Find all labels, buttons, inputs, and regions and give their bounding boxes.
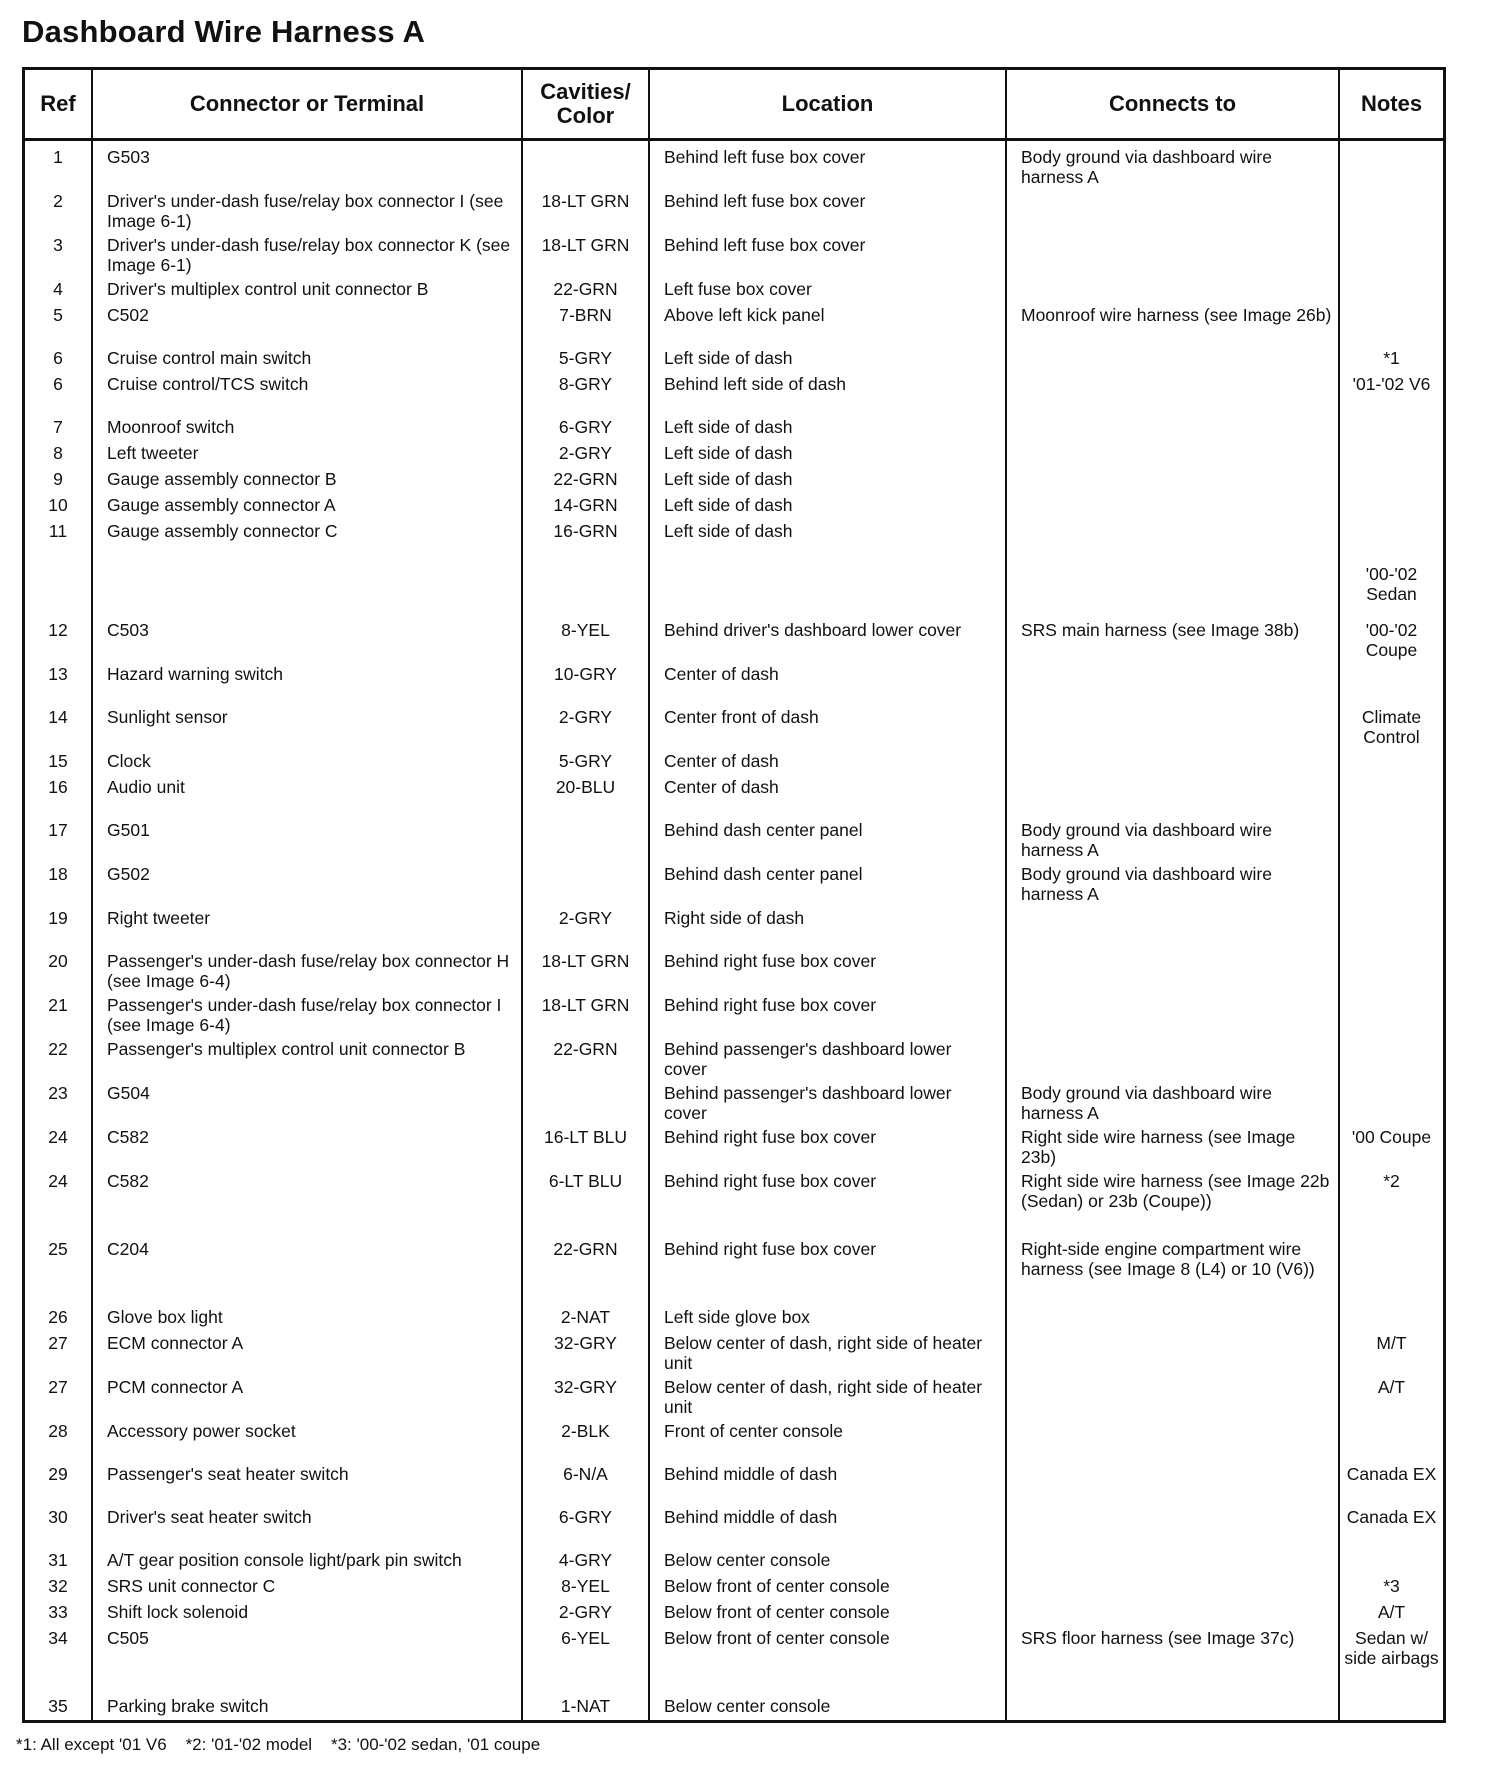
cell-notes: '00-'02 Sedan [1339, 562, 1443, 618]
footnote: *1: All except '01 V6 *2: '01-'02 model *3: '00-'02 sedan, '01 coupe [16, 1735, 541, 1754]
cell-cavities: 16-GRN [522, 519, 649, 562]
cell-connects-to [1006, 441, 1339, 467]
cell-ref: 4 [53, 279, 63, 299]
table-row [25, 1305, 1443, 1331]
cell-ref: 24 [48, 1171, 68, 1191]
cell-location: Below center console [649, 1548, 1006, 1574]
cell-location: Left fuse box cover [649, 277, 1006, 303]
cell-ref: 29 [48, 1464, 68, 1484]
cell-notes [1339, 775, 1443, 818]
cell-cavities [522, 140, 649, 190]
cell-location: Below front of center console [649, 1626, 1006, 1694]
cell-ref: 32 [48, 1576, 68, 1596]
cell-cavities: 6-GRY [522, 1505, 649, 1548]
cell-ref: 30 [48, 1507, 68, 1527]
cell-location: Behind passenger's dashboard lower cover [649, 1037, 1006, 1081]
cell-connector: C582 [92, 1125, 522, 1169]
cell-connects-to [1006, 467, 1339, 493]
cell-ref [25, 562, 92, 618]
cell-ref: 1 [53, 147, 63, 167]
cell-connects-to: Right side wire harness (see Image 23b) [1006, 1125, 1339, 1169]
cell-location: Below center of dash, right side of heater unit [649, 1331, 1006, 1375]
table-row [25, 662, 1443, 705]
cell-connects-to [1006, 775, 1339, 818]
cell-notes: *2 [1339, 1169, 1443, 1237]
cell-cavities [522, 1081, 649, 1125]
cell-location: Left side of dash [649, 467, 1006, 493]
cell-notes [1339, 1037, 1443, 1081]
cell-notes: '00-'02 Coupe [1339, 618, 1443, 662]
cell-cavities: 22-GRN [522, 467, 649, 493]
table-row [25, 346, 1443, 372]
cell-location: Behind left side of dash [649, 372, 1006, 415]
cell-connector: Clock [92, 749, 522, 775]
cell-notes: A/T [1339, 1375, 1443, 1419]
cell-connector: Driver's under-dash fuse/relay box connector K (see Image 6-1) [92, 233, 522, 277]
table-row [25, 906, 1443, 949]
cell-ref: 25 [48, 1239, 68, 1259]
cell-notes: Sedan w/ side airbags [1339, 1626, 1443, 1694]
cell-cavities: 2-GRY [522, 705, 649, 749]
table-row [25, 749, 1443, 775]
table-row [25, 818, 1443, 862]
cell-location: Behind right fuse box cover [649, 1237, 1006, 1305]
cell-cavities: 6-YEL [522, 1626, 649, 1694]
cell-connects-to [1006, 1600, 1339, 1626]
cell-location: Behind dash center panel [649, 818, 1006, 862]
cell-connects-to [1006, 493, 1339, 519]
cell-cavities: 16-LT BLU [522, 1125, 649, 1169]
cell-location: Below center of dash, right side of heater unit [649, 1375, 1006, 1419]
cell-location: Front of center console [649, 1419, 1006, 1462]
cell-cavities [522, 862, 649, 906]
cell-connector: Gauge assembly connector A [92, 493, 522, 519]
cell-location: Behind middle of dash [649, 1505, 1006, 1548]
cell-notes [1339, 277, 1443, 303]
cell-ref: 31 [48, 1550, 68, 1570]
cell-cavities: 22-GRN [522, 277, 649, 303]
table-row [25, 372, 1443, 415]
cell-cavities: 10-GRY [522, 662, 649, 705]
cell-cavities: 2-GRY [522, 1600, 649, 1626]
cell-location: Behind left fuse box cover [649, 233, 1006, 277]
cell-connector: C582 [92, 1169, 522, 1237]
cell-ref: 24 [48, 1127, 68, 1147]
cell-location: Behind left fuse box cover [649, 189, 1006, 233]
cell-cavities: 20-BLU [522, 775, 649, 818]
cell-connector: PCM connector A [92, 1375, 522, 1419]
cell-ref: 6 [53, 374, 63, 394]
cell-connects-to [1006, 346, 1339, 372]
cell-notes [1339, 519, 1443, 562]
cell-connects-to [1006, 1548, 1339, 1574]
table-row [25, 1375, 1443, 1419]
cell-notes: Canada EX [1339, 1505, 1443, 1548]
cell-notes [1339, 993, 1443, 1037]
table-row [25, 1626, 1443, 1694]
cell-connector: Passenger's under-dash fuse/relay box connector H (see Image 6-4) [92, 949, 522, 993]
cell-notes [1339, 749, 1443, 775]
cell-connects-to [1006, 993, 1339, 1037]
cell-notes [1339, 1694, 1443, 1720]
cell-ref: 27 [48, 1333, 68, 1353]
cell-connector: Moonroof switch [92, 415, 522, 441]
cell-ref: 26 [48, 1307, 68, 1327]
cell-notes [1339, 467, 1443, 493]
cell-notes [1339, 1237, 1443, 1305]
cell-connects-to [1006, 1305, 1339, 1331]
cell-notes [1339, 415, 1443, 441]
table-row [25, 775, 1443, 818]
cell-connects-to: Body ground via dashboard wire harness A [1006, 862, 1339, 906]
table-row [25, 189, 1443, 233]
cell-ref: 19 [48, 908, 68, 928]
cell-notes [1339, 493, 1443, 519]
cell-connector: Gauge assembly connector B [92, 467, 522, 493]
table-row [25, 233, 1443, 277]
cell-connector: Passenger's multiplex control unit connector B [92, 1037, 522, 1081]
cell-ref: 9 [53, 469, 63, 489]
cell-ref: 28 [48, 1421, 68, 1441]
cell-connector: Cruise control main switch [92, 346, 522, 372]
cell-connects-to [1006, 705, 1339, 749]
table-row [25, 1081, 1443, 1125]
cell-location: Left side of dash [649, 441, 1006, 467]
table-row [25, 1600, 1443, 1626]
column-header-notes: Notes [1339, 70, 1443, 140]
table-row [25, 1462, 1443, 1505]
cell-ref: 13 [48, 664, 68, 684]
table-row [25, 467, 1443, 493]
cell-connects-to [1006, 562, 1339, 618]
cell-location: Above left kick panel [649, 303, 1006, 346]
cell-connector: Gauge assembly connector C [92, 519, 522, 562]
cell-location: Left side of dash [649, 493, 1006, 519]
cell-ref: 20 [48, 951, 68, 971]
cell-connector: SRS unit connector C [92, 1574, 522, 1600]
cell-ref: 21 [48, 995, 68, 1015]
cell-connector: Driver's seat heater switch [92, 1505, 522, 1548]
cell-ref: 23 [48, 1083, 68, 1103]
column-header-cavities: Cavities/ Color [522, 70, 649, 140]
cell-connects-to [1006, 1505, 1339, 1548]
cell-connector: Right tweeter [92, 906, 522, 949]
cell-connects-to [1006, 1375, 1339, 1419]
cell-cavities: 32-GRY [522, 1331, 649, 1375]
cell-notes: *3 [1339, 1574, 1443, 1600]
table-row [25, 618, 1443, 662]
cell-location: Behind right fuse box cover [649, 1169, 1006, 1237]
cell-cavities: 32-GRY [522, 1375, 649, 1419]
cell-connects-to: Body ground via dashboard wire harness A [1006, 140, 1339, 190]
table-row [25, 441, 1443, 467]
cell-ref: 11 [48, 521, 68, 541]
cell-connects-to [1006, 1574, 1339, 1600]
cell-location: Below front of center console [649, 1600, 1006, 1626]
cell-connector: G501 [92, 818, 522, 862]
cell-connector: Driver's multiplex control unit connector B [92, 277, 522, 303]
cell-connects-to [1006, 415, 1339, 441]
cell-connects-to [1006, 1419, 1339, 1462]
cell-cavities: 18-LT GRN [522, 949, 649, 993]
table-row [25, 1037, 1443, 1081]
cell-connector: Shift lock solenoid [92, 1600, 522, 1626]
cell-cavities: 2-GRY [522, 441, 649, 467]
cell-location: Right side of dash [649, 906, 1006, 949]
table-row [25, 1574, 1443, 1600]
cell-cavities: 8-YEL [522, 618, 649, 662]
table-row [25, 949, 1443, 993]
cell-cavities: 18-LT GRN [522, 233, 649, 277]
cell-connects-to [1006, 189, 1339, 233]
cell-connects-to [1006, 277, 1339, 303]
cell-connector: G504 [92, 1081, 522, 1125]
cell-connector [92, 562, 522, 618]
cell-notes [1339, 233, 1443, 277]
column-header-connector: Connector or Terminal [92, 70, 522, 140]
cell-notes [1339, 1081, 1443, 1125]
cell-connects-to: Right side wire harness (see Image 22b (Sedan) or 23b (Coupe)) [1006, 1169, 1339, 1237]
cell-notes [1339, 140, 1443, 190]
cell-cavities: 6-N/A [522, 1462, 649, 1505]
cell-ref: 6 [53, 348, 63, 368]
table-header-row [25, 70, 1443, 140]
table-row [25, 1419, 1443, 1462]
cell-connector: Passenger's under-dash fuse/relay box connector I (see Image 6-4) [92, 993, 522, 1037]
table-row [25, 415, 1443, 441]
cell-ref: 35 [48, 1696, 68, 1716]
cell-location: Behind middle of dash [649, 1462, 1006, 1505]
cell-connector: Sunlight sensor [92, 705, 522, 749]
cell-ref: 14 [48, 707, 68, 727]
table-row [25, 303, 1443, 346]
cell-connector: A/T gear position console light/park pin switch [92, 1548, 522, 1574]
cell-connector: Parking brake switch [92, 1694, 522, 1720]
cell-connects-to: SRS floor harness (see Image 37c) [1006, 1626, 1339, 1694]
cell-notes: A/T [1339, 1600, 1443, 1626]
cell-connects-to: Body ground via dashboard wire harness A [1006, 1081, 1339, 1125]
cell-cavities: 2-BLK [522, 1419, 649, 1462]
cell-location: Behind left fuse box cover [649, 140, 1006, 190]
cell-cavities [522, 562, 649, 618]
cell-connects-to [1006, 1694, 1339, 1720]
cell-connector: Cruise control/TCS switch [92, 372, 522, 415]
cell-ref: 18 [48, 864, 68, 884]
cell-connects-to [1006, 1462, 1339, 1505]
cell-connects-to [1006, 1037, 1339, 1081]
table-row [25, 1694, 1443, 1720]
cell-location: Below front of center console [649, 1574, 1006, 1600]
cell-cavities: 6-LT BLU [522, 1169, 649, 1237]
cell-connects-to [1006, 906, 1339, 949]
cell-location: Behind driver's dashboard lower cover [649, 618, 1006, 662]
table-row [25, 140, 1443, 190]
table-row [25, 1237, 1443, 1305]
cell-connects-to [1006, 519, 1339, 562]
cell-connector: C503 [92, 618, 522, 662]
cell-connector: C502 [92, 303, 522, 346]
cell-location: Left side of dash [649, 519, 1006, 562]
cell-cavities: 2-NAT [522, 1305, 649, 1331]
cell-notes: '00 Coupe [1339, 1125, 1443, 1169]
cell-connects-to [1006, 949, 1339, 993]
cell-cavities: 18-LT GRN [522, 993, 649, 1037]
cell-notes: Canada EX [1339, 1462, 1443, 1505]
cell-connector: Glove box light [92, 1305, 522, 1331]
cell-connects-to: SRS main harness (see Image 38b) [1006, 618, 1339, 662]
table-row [25, 519, 1443, 562]
cell-notes [1339, 1548, 1443, 1574]
cell-location: Below center console [649, 1694, 1006, 1720]
cell-notes [1339, 303, 1443, 346]
cell-cavities: 5-GRY [522, 346, 649, 372]
table-row [25, 705, 1443, 749]
cell-ref: 8 [53, 443, 63, 463]
cell-notes: *1 [1339, 346, 1443, 372]
cell-location: Behind passenger's dashboard lower cover [649, 1081, 1006, 1125]
cell-location: Center front of dash [649, 705, 1006, 749]
cell-cavities: 1-NAT [522, 1694, 649, 1720]
cell-connects-to [1006, 1331, 1339, 1375]
cell-notes [1339, 949, 1443, 993]
cell-connector: Left tweeter [92, 441, 522, 467]
cell-cavities: 5-GRY [522, 749, 649, 775]
cell-cavities: 18-LT GRN [522, 189, 649, 233]
cell-notes: '01-'02 V6 [1339, 372, 1443, 415]
cell-ref: 12 [48, 620, 68, 640]
cell-cavities: 8-YEL [522, 1574, 649, 1600]
cell-cavities [522, 818, 649, 862]
cell-ref: 27 [48, 1377, 68, 1397]
column-header-connects-to: Connects to [1006, 70, 1339, 140]
cell-connects-to [1006, 662, 1339, 705]
table-row [25, 493, 1443, 519]
cell-notes [1339, 1305, 1443, 1331]
cell-location: Behind right fuse box cover [649, 1125, 1006, 1169]
cell-cavities: 22-GRN [522, 1237, 649, 1305]
cell-location: Behind dash center panel [649, 862, 1006, 906]
cell-ref: 22 [48, 1039, 68, 1059]
table-row [25, 1125, 1443, 1169]
cell-notes [1339, 1419, 1443, 1462]
column-header-location: Location [649, 70, 1006, 140]
cell-location: Center of dash [649, 662, 1006, 705]
cell-notes [1339, 906, 1443, 949]
cell-notes: M/T [1339, 1331, 1443, 1375]
cell-cavities: 14-GRN [522, 493, 649, 519]
cell-connector: Accessory power socket [92, 1419, 522, 1462]
cell-cavities: 4-GRY [522, 1548, 649, 1574]
cell-location: Left side of dash [649, 346, 1006, 372]
cell-connects-to: Body ground via dashboard wire harness A [1006, 818, 1339, 862]
cell-ref: 10 [48, 495, 68, 515]
cell-cavities: 8-GRY [522, 372, 649, 415]
cell-location: Center of dash [649, 749, 1006, 775]
cell-notes [1339, 818, 1443, 862]
cell-connector: C204 [92, 1237, 522, 1305]
cell-ref: 33 [48, 1602, 68, 1622]
cell-connects-to: Moonroof wire harness (see Image 26b) [1006, 303, 1339, 346]
cell-connects-to [1006, 233, 1339, 277]
cell-ref: 17 [48, 820, 68, 840]
table-row [25, 993, 1443, 1037]
cell-ref: 15 [48, 751, 68, 771]
cell-connector: Audio unit [92, 775, 522, 818]
cell-connector: ECM connector A [92, 1331, 522, 1375]
cell-ref: 5 [53, 305, 63, 325]
cell-ref: 3 [53, 235, 63, 255]
cell-location: Behind right fuse box cover [649, 993, 1006, 1037]
cell-ref: 7 [53, 417, 63, 437]
cell-notes: Climate Control [1339, 705, 1443, 749]
cell-connects-to [1006, 372, 1339, 415]
cell-location: Left side glove box [649, 1305, 1006, 1331]
cell-notes [1339, 862, 1443, 906]
table-row [25, 862, 1443, 906]
cell-ref: 2 [53, 191, 63, 211]
page-title: Dashboard Wire Harness A [22, 14, 426, 49]
table-row [25, 1169, 1443, 1237]
harness-table [22, 67, 1446, 1723]
cell-notes [1339, 662, 1443, 705]
cell-connector: Hazard warning switch [92, 662, 522, 705]
column-header-ref: Ref [25, 70, 92, 140]
cell-cavities: 6-GRY [522, 415, 649, 441]
cell-cavities: 22-GRN [522, 1037, 649, 1081]
cell-connector: G502 [92, 862, 522, 906]
cell-location: Behind right fuse box cover [649, 949, 1006, 993]
cell-cavities: 2-GRY [522, 906, 649, 949]
cell-ref: 34 [48, 1628, 68, 1648]
cell-notes [1339, 189, 1443, 233]
table-row [25, 277, 1443, 303]
table-row [25, 1505, 1443, 1548]
table-row [25, 562, 1443, 618]
cell-connector: Passenger's seat heater switch [92, 1462, 522, 1505]
cell-location: Center of dash [649, 775, 1006, 818]
cell-connector: C505 [92, 1626, 522, 1694]
cell-connector: Driver's under-dash fuse/relay box connector I (see Image 6-1) [92, 189, 522, 233]
cell-location: Left side of dash [649, 415, 1006, 441]
cell-ref: 16 [48, 777, 68, 797]
cell-connector: G503 [92, 140, 522, 190]
cell-connects-to [1006, 749, 1339, 775]
table-row [25, 1331, 1443, 1375]
cell-location [649, 562, 1006, 618]
cell-connects-to: Right-side engine compartment wire harness (see Image 8 (L4) or 10 (V6)) [1006, 1237, 1339, 1305]
cell-notes [1339, 441, 1443, 467]
cell-cavities: 7-BRN [522, 303, 649, 346]
table-row [25, 1548, 1443, 1574]
